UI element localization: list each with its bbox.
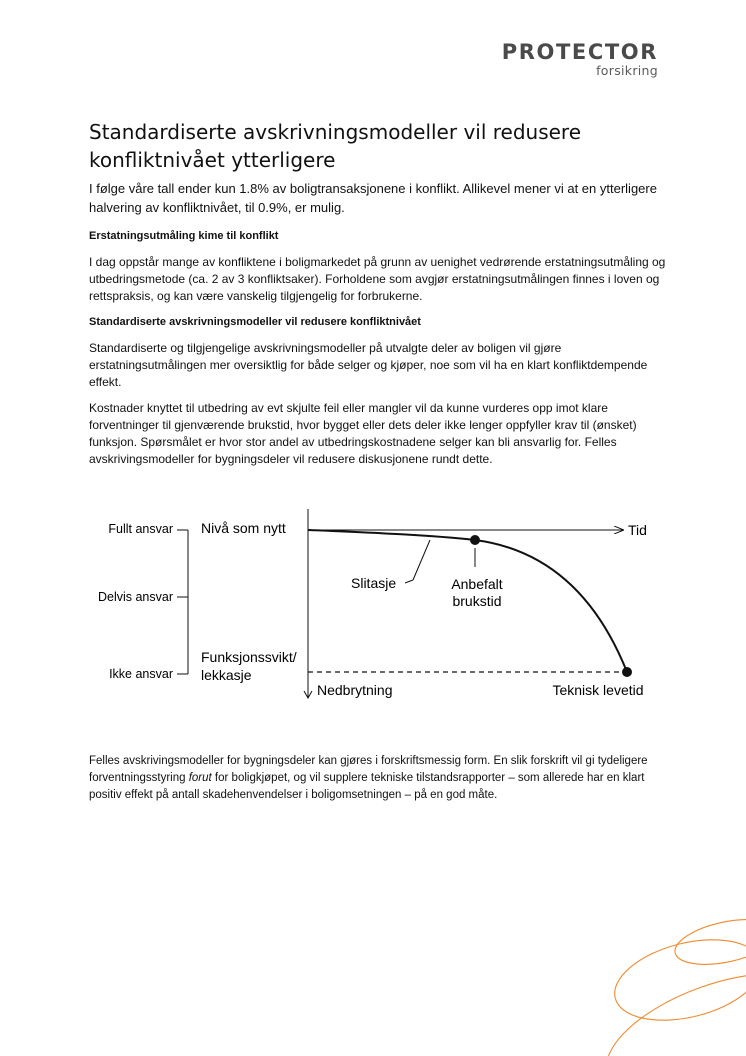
closing-text-emphasis: forut bbox=[188, 772, 212, 784]
article bbox=[89, 118, 669, 477]
technical-lifetime-point bbox=[622, 667, 632, 677]
x-axis-label-tid: Tid bbox=[628, 522, 647, 538]
section2-paragraph-1: Standardiserte og tilgjengelige avskrivningsmodeller på utvalgte deler av boligen vil gjøre erstatningsutmålingen mer oversiktlig for både selger og kjøper, noe som vil ha en klart konfliktdempende effekt. bbox=[89, 341, 648, 389]
depreciation-diagram bbox=[89, 505, 669, 705]
logo-wordmark: PROTECTOR bbox=[501, 40, 658, 64]
logo-subtitle: forsikring bbox=[596, 63, 658, 78]
section1-paragraph: I dag oppstår mange av konfliktene i boligmarkedet på grunn av uenighet vedrørende erstatningsutmåling og utbedringsmetode (ca. 2 av 3 konfliktsaker). Forholdene som avgjør erstatningsutmålingen finnes i loven og rettspraksis, og kan være vanskelig tilgjengelig for forbrukerne. bbox=[89, 255, 666, 303]
label-brukstid: brukstid bbox=[452, 593, 502, 609]
closing-section bbox=[89, 753, 669, 804]
lead-paragraph: I følge våre tall ender kun 1.8% av boligtransaksjonene i konflikt. Allikevel mener vi at en ytterligere halvering av konfliktnivået, til 0.9%, er mulig. bbox=[89, 181, 657, 215]
section2-heading: Standardiserte avskrivningsmodeller vil redusere konfliktnivået bbox=[89, 316, 421, 328]
recommended-service-life-point bbox=[470, 535, 480, 545]
decorative-orange-rings bbox=[576, 900, 746, 1056]
label-delvis-ansvar: Delvis ansvar bbox=[97, 590, 173, 604]
label-niva-som-nytt: Nivå som nytt bbox=[201, 520, 286, 536]
label-ikke-ansvar: Ikke ansvar bbox=[109, 667, 173, 681]
protector-logo bbox=[502, 40, 658, 78]
label-slitasje: Slitasje bbox=[351, 575, 397, 591]
label-funksjonssvikt: Funksjonssvikt/ bbox=[201, 649, 297, 665]
label-lekkasje: lekkasje bbox=[201, 667, 252, 683]
responsibility-bracket bbox=[177, 530, 188, 674]
label-teknisk-levetid: Teknisk levetid bbox=[552, 682, 644, 698]
label-fullt-ansvar: Fullt ansvar bbox=[108, 522, 173, 536]
closing-text-start: Felles avskrivingsmodeller for bygningsdeler kan gjøres i forskriftsmessig form. En slik forskrift vil gi tydeligere forventningsstyring bbox=[89, 755, 648, 784]
section1-heading: Erstatningsutmåling kime til konflikt bbox=[89, 230, 279, 242]
section2-paragraph-2: Kostnader knyttet til utbedring av evt skjulte feil eller mangler vil da kunne vurderes opp imot klare forventninger til gjenværende brukstid, hvor bygget eller dets deler ikke lenger oppfyller krav til (ønsket) funksjon. Spørsmålet er hvor stor andel av utbedringskostnadene selger kan bli ansvarlig for. Felles avskrivingsmodeller for bygningsdeler vil redusere diskusjonene rundt dette. bbox=[89, 401, 637, 466]
closing-paragraph bbox=[89, 753, 669, 804]
page-title: Standardiserte avskrivningsmodeller vil redusere konfliktnivået ytterligere bbox=[89, 120, 582, 172]
label-anbefalt: Anbefalt bbox=[451, 576, 503, 592]
decorative-ring bbox=[591, 949, 746, 1056]
closing-text-end: for boligkjøpet, og vil supplere tekniske tilstandsrapporter – som allerede har en klart positiv effekt på antall skadehenvendelser i boligomsetningen – på en god måte. bbox=[89, 772, 645, 801]
y-axis-label-nedbrytning: Nedbrytning bbox=[317, 682, 393, 698]
wear-pointer bbox=[413, 540, 430, 580]
